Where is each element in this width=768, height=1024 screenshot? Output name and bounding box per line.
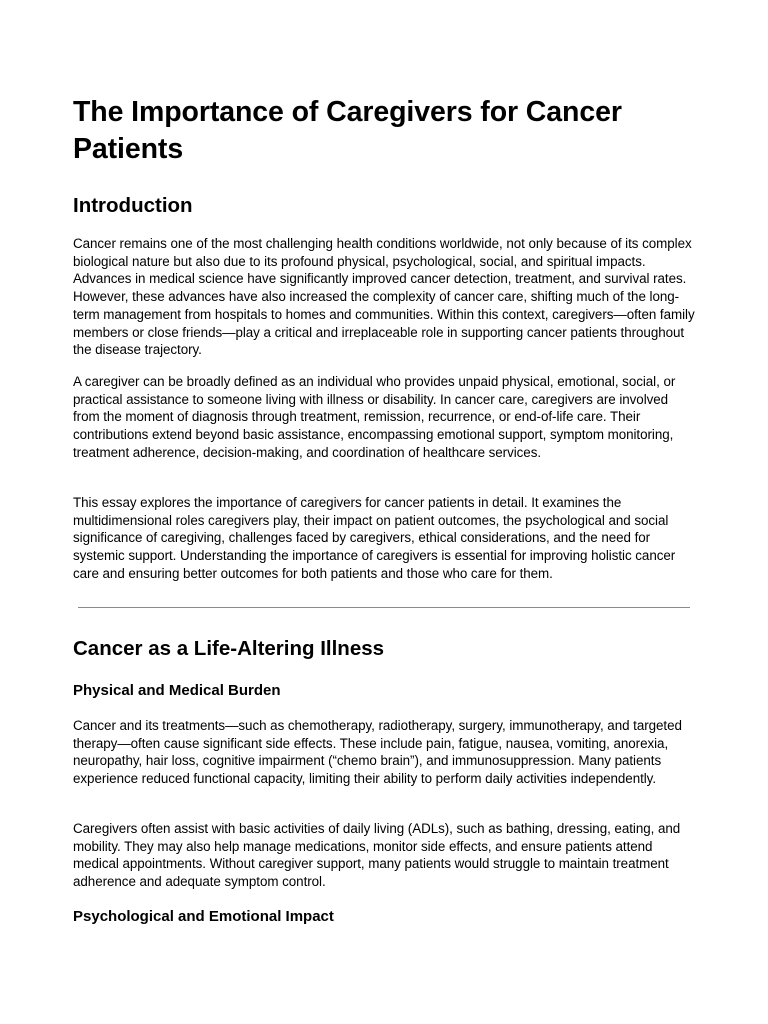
- page-title: The Importance of Caregivers for Cancer Patients: [73, 96, 622, 165]
- intro-paragraph-3: This essay explores the importance of caregivers for cancer patients in detail. It examines the multidimensional roles caregivers play, their impact on patient outcomes, the psychological and social significance of caregiving, challenges faced by caregivers, ethical considerations, and the need for systemic support. Understanding the importance of caregivers is essential for improving holistic cancer care and ensuring better outcomes for both patients and those who care for them.: [73, 495, 676, 581]
- physical-burden-paragraph-1: Cancer and its treatments—such as chemotherapy, radiotherapy, surgery, immunotherapy, and targeted therapy—often cause significant side effects. These include pain, fatigue, nausea, vomiting, anorexia, neuropathy, hair loss, cognitive impairment (“chemo brain”), and immunosuppression. Many patients experience reduced functional capacity, limiting their ability to perform daily activities independently.: [73, 718, 682, 787]
- physical-burden-paragraph-2: Caregivers often assist with basic activities of daily living (ADLs), such as bathing, dressing, eating, and mobility. They may also help manage medications, monitor side effects, and ensure patients attend medical appointments. Without caregiver support, many patients would struggle to maintain treatment adherence and adequate symptom control.: [73, 821, 681, 890]
- subsection-heading-physical-burden: Physical and Medical Burden: [73, 682, 281, 699]
- intro-paragraph-2: A caregiver can be broadly defined as an individual who provides unpaid physical, emotional, social, or practical assistance to someone living with illness or disability. In cancer care, caregivers are involved from the moment of diagnosis through treatment, remission, recurrence, or end-of-life care. Their contributions extend beyond basic assistance, encompassing emotional support, symptom monitoring, treatment adherence, decision-making, and coordination of healthcare services.: [73, 374, 676, 460]
- section-divider: [78, 607, 690, 608]
- intro-paragraph-1: Cancer remains one of the most challenging health conditions worldwide, not only because of its complex biological nature but also due to its profound physical, psychological, social, and spiritual impacts. Advances in medical science have significantly improved cancer detection, treatment, and survival rates. However, these advances have also increased the complexity of cancer care, shifting much of the long-term management from hospitals to homes and communities. Within this context, caregivers—often family members or close friends—play a critical and irreplaceable role in supporting cancer patients throughout the disease trajectory.: [73, 236, 695, 358]
- section-heading-introduction: Introduction: [73, 194, 193, 217]
- subsection-heading-psychological-impact: Psychological and Emotional Impact: [73, 908, 334, 925]
- section-heading-life-altering: Cancer as a Life-Altering Illness: [73, 637, 385, 660]
